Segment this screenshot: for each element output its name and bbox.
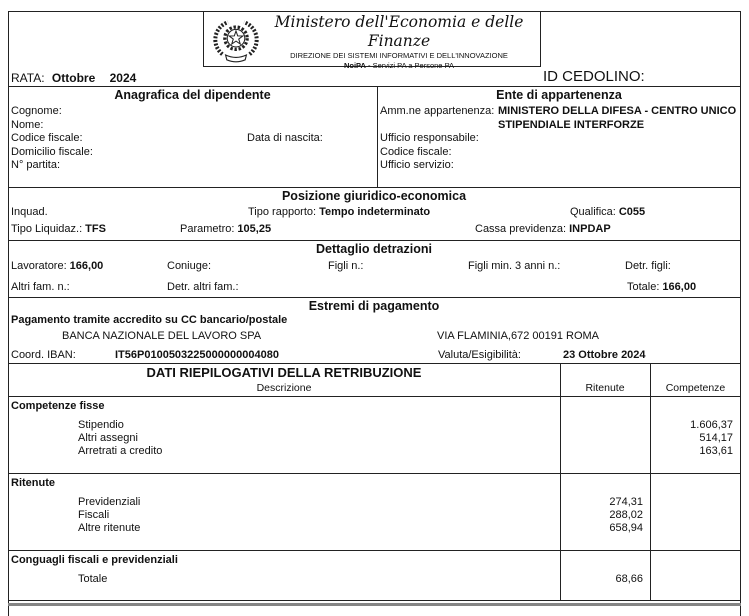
row-competenze [650,496,740,509]
divider [377,87,378,187]
ministry-direction: DIREZIONE DEI SISTEMI INFORMATIVI E DELL'INNOVAZIONE [290,51,508,60]
detr-figli-label: Detr. figli: [625,260,671,272]
row-label: Fiscali [78,508,110,521]
noipa-brand: NoiPA [343,60,366,70]
ente-codice-fiscale-label: Codice fiscale: [380,145,452,158]
tipo-liquidaz-label: Tipo Liquidaz.: [11,223,83,235]
col-competenze: Competenze [665,382,726,394]
id-cedolino-label: ID CEDOLINO: [543,68,645,85]
table-row [8,496,740,509]
italy-emblem-icon [212,15,260,63]
table-section-ritenute [8,474,740,550]
valuta-value: 23 Ottobre 2024 [563,349,646,361]
banca-indirizzo: VIA FLAMINIA,672 00191 ROMA [437,330,600,342]
banca: BANCA NAZIONALE DEL LAVORO SPA [62,330,262,342]
cognome-label: Cognome: [11,105,62,117]
rata-year: 2024 [109,71,137,85]
col-ritenute: Ritenute [585,382,625,394]
parametro-label: Parametro: [180,223,235,235]
tipo-liquidaz [11,223,106,235]
iban-label: Coord. IBAN: [11,349,76,361]
row-label: Stipendio [78,419,124,431]
row-ritenute [560,445,650,458]
ministry-header-text [262,13,536,70]
data-nascita-label: Data di nascita: [247,132,323,144]
amm-value-line1: MINISTERO DELLA DIFESA - CENTRO UNICO [498,105,737,117]
row-ritenute: 288,02 [609,508,643,521]
nome-label: Nome: [11,118,44,131]
divider [8,187,740,188]
section-name: Conguagli fiscali e previdenziali [11,554,178,566]
cassa-value: INPDAP [569,223,611,235]
row-ritenute: 658,94 [609,521,643,534]
row-ritenute [560,419,650,432]
tipo-rapporto [248,206,430,218]
metodo-pagamento: Pagamento tramite accredito su CC bancario/postale [11,314,288,326]
row-competenze [650,509,740,522]
detr-altri-label: Detr. altri fam.: [167,281,239,293]
row-label: Altri assegni [78,431,138,444]
cassa-previdenza [475,223,611,235]
rata-month: Ottobre [51,71,96,85]
detrazioni-totale-value: 166,00 [662,281,697,293]
ministry-logo-box [203,11,541,70]
lavoratore-value: 166,00 [69,260,104,272]
col-descrizione: Descrizione [256,382,312,394]
figli-min-label: Figli min. 3 anni n.: [468,260,561,272]
row-competenze [650,522,740,535]
domicilio-label: Domicilio fiscale: [11,145,93,158]
row-label: Previdenziali [78,496,141,508]
noipa-line [262,61,536,71]
noipa-tagline: - Servizi PA a Persone PA [365,60,455,70]
table-row [8,419,740,432]
row-ritenute: 274,31 [609,496,643,508]
ente-title: Ente di appartenenza [496,88,622,102]
ministry-name: Ministero dell'Economia e delle Finanze [274,13,524,50]
divider [8,86,740,87]
altri-fam-label: Altri fam. n.: [11,281,70,293]
table-row [8,573,740,586]
riepilogo-title: DATI RIEPILOGATIVI DELLA RETRIBUZIONE [146,365,422,380]
divider [8,297,740,298]
table-row [8,432,740,445]
amm-label: Amm.ne appartenenza: [380,105,495,117]
parametro-value: 105,25 [237,223,272,235]
divider [8,240,740,241]
tipo-liquidaz-value: TFS [85,223,106,235]
row-ritenute: 68,66 [615,573,643,585]
table-row [8,445,740,458]
section-name: Ritenute [11,477,55,489]
table-row [8,522,740,535]
valuta-label: Valuta/Esigibilità: [438,349,521,361]
qualifica-label: Qualifica: [570,206,616,218]
detrazioni-totale-label: Totale: [627,281,660,293]
rata-line [11,71,136,85]
section-separator [8,603,741,606]
iban-value: IT56P0100503225000000004080 [115,349,279,361]
qualifica [570,206,645,218]
tipo-rapporto-value: Tempo indeterminato [319,206,431,218]
coniuge-label: Coniuge: [167,260,212,272]
figli-label: Figli n.: [328,260,364,272]
tipo-rapporto-label: Tipo rapporto: [248,206,317,218]
lavoratore-label: Lavoratore: [11,260,67,272]
lavoratore [11,260,103,272]
table-section-conguagli [8,551,740,600]
cassa-label: Cassa previdenza: [475,223,567,235]
row-competenze [650,573,740,586]
table-row [8,509,740,522]
row-ritenute [560,432,650,445]
row-competenze: 514,17 [699,431,733,444]
posizione-title: Posizione giuridico-economica [281,189,467,203]
row-label: Altre ritenute [78,521,141,534]
divider [8,600,740,601]
table-section-competenze-fisse [8,397,740,473]
pagamento-title: Estremi di pagamento [308,299,440,313]
row-competenze: 163,61 [699,444,733,457]
codice-fiscale-label: Codice fiscale: [11,132,83,144]
partita-label: N° partita: [11,159,61,171]
amm-value-line2: STIPENDIALE INTERFORZE [498,118,645,131]
row-label: Totale [78,573,108,585]
section-name: Competenze fisse [11,400,105,412]
divider [8,363,740,364]
row-competenze: 1.606,37 [690,419,733,431]
anagrafica-title: Anagrafica del dipendente [114,88,271,102]
parametro [180,223,271,235]
inquad-label: Inquad. [11,206,48,218]
row-label: Arretrati a credito [78,444,163,457]
ufficio-resp-label: Ufficio responsabile: [380,132,479,144]
detrazioni-totale [627,281,696,293]
detrazioni-title: Dettaglio detrazioni [316,242,432,256]
rata-label: RATA: [11,71,45,85]
qualifica-value: C055 [618,206,646,218]
ufficio-servizio-label: Ufficio servizio: [380,159,454,171]
